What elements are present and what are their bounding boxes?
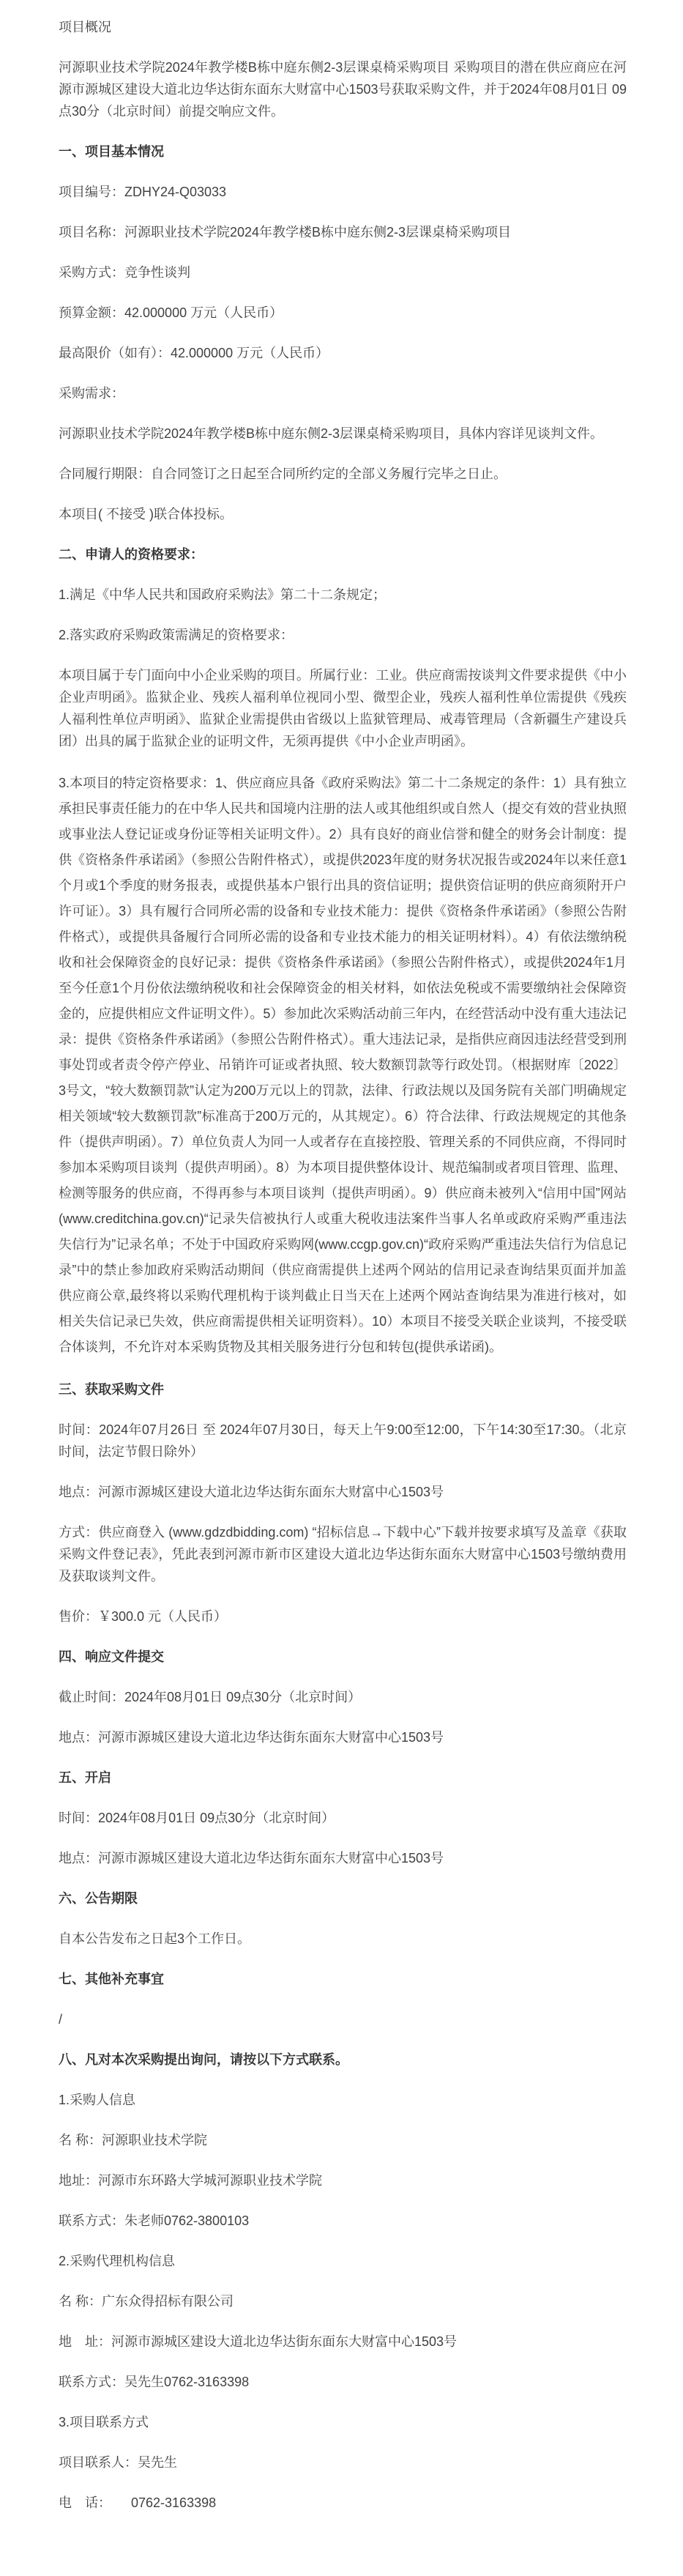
paragraph: 联系方式：朱老师0762-3800103 <box>59 2213 250 2228</box>
paragraph: 采购需求： <box>59 386 124 401</box>
paragraph: 自本公告发布之日起3个工作日。 <box>59 1931 251 1946</box>
paragraph: 项目联系人：吴先生 <box>59 2455 177 2470</box>
paragraph: 地点：河源市源城区建设大道北边华达街东面东大财富中心1503号 <box>59 1485 444 1499</box>
paragraph: 2.采购代理机构信息 <box>59 2254 176 2268</box>
paragraph: 名 称：河源职业技术学院 <box>59 2133 207 2148</box>
paragraph: 项目名称：河源职业技术学院2024年教学楼B栋中庭东侧2-3层课桌椅采购项目 <box>59 225 512 240</box>
paragraph: 售价：￥300.0 元（人民币） <box>59 1609 228 1624</box>
paragraph: 名 称：广东众得招标有限公司 <box>59 2294 234 2309</box>
paragraph: 地点：河源市源城区建设大道北边华达街东面东大财富中心1503号 <box>59 1730 444 1745</box>
paragraph: 地点：河源市源城区建设大道北边华达街东面东大财富中心1503号 <box>59 1851 444 1866</box>
paragraph: 河源职业技术学院2024年教学楼B栋中庭东侧2-3层课桌椅采购项目，具体内容详见谈判文件。 <box>59 426 604 441</box>
section-heading: 八、凡对本次采购提出询问，请按以下方式联系。 <box>59 2052 348 2067</box>
section-heading: 六、公告期限 <box>59 1891 138 1906</box>
paragraph: / <box>59 2012 63 2027</box>
section-heading: 三、获取采购文件 <box>59 1382 164 1397</box>
paragraph: 地址：河源市东环路大学城河源职业技术学院 <box>59 2173 322 2188</box>
section-heading: 一、项目基本情况 <box>59 144 164 159</box>
paragraph: 本项目( 不接受 )联合体投标。 <box>59 507 233 521</box>
paragraph: 最高限价（如有）：42.000000 万元（人民币） <box>59 346 329 360</box>
paragraph: 河源职业技术学院2024年教学楼B栋中庭东侧2-3层课桌椅采购项目 采购项目的潜在供应商应在河源市源城区建设大道北边华达街东面东大财富中心1503号获取采购文件，并于2024年08月01日 09点30分（北京时间）前提交响应文件。 <box>59 60 627 119</box>
section-heading: 四、响应文件提交 <box>59 1649 164 1664</box>
section-heading: 七、其他补充事宜 <box>59 1972 164 1986</box>
paragraph: 1.采购人信息 <box>59 2093 136 2107</box>
paragraph: 截止时间：2024年08月01日 09点30分（北京时间） <box>59 1690 362 1704</box>
paragraph: 项目概况 <box>59 20 111 34</box>
paragraph: 时间：2024年07月26日 至 2024年07月30日，每天上午9:00至12:00，下午14:30至17:30。（北京时间，法定节假日除外） <box>59 1422 627 1459</box>
paragraph: 联系方式：吴先生0762-3163398 <box>59 2375 250 2389</box>
paragraph: 采购方式：竞争性谈判 <box>59 265 190 280</box>
document-body <box>59 16 627 2514</box>
paragraph: 地 址：河源市源城区建设大道北边华达街东面东大财富中心1503号 <box>59 2334 458 2349</box>
paragraph: 2.落实政府采购政策需满足的资格要求： <box>59 628 294 642</box>
section-heading: 五、开启 <box>59 1770 111 1785</box>
paragraph: 本项目属于专门面向中小企业采购的项目。所属行业：工业。供应商需按谈判文件要求提供《中小企业声明函》。监狱企业、残疾人福利单位视同小型、微型企业，残疾人福利性单位需提供《残疾人福利性单位声明函》、监狱企业需提供由省级以上监狱管理局、戒毒管理局（含新疆生产建设兵团）出具的属于监狱企业的证明文件，无须再提供《中小企业声明函》。 <box>59 668 627 749</box>
section-heading: 二、申请人的资格要求： <box>59 547 204 562</box>
paragraph: 3.本项目的特定资格要求：1、供应商应具备《政府采购法》第二十二条规定的条件：1）具有独立承担民事责任能力的在中华人民共和国境内注册的法人或其他组织或自然人（提交有效的营业执照或事业法人登记证或身份证等相关证明文件）。2）具有良好的商业信誉和健全的财务会计制度：提供《资格条件承诺函》（参照公告附件格式），或提供2023年度的财务状况报告或2024年以来任意1个月或1个季度的财务报表，或提供基本户银行出具的资信证明；提供资信证明的供应商须附开户许可证）。3）具有履行合同所必需的设备和专业技术能力：提供《资格条件承诺函》（参照公告附件格式），或提供具备履行合同所必需的设备和专业技术能力的相关证明材料）。4）有依法缴纳税收和社会保障资金的良好记录：提供《资格条件承诺函》（参照公告附件格式），或提供2024年1月至今任意1个月份依法缴纳税收和社会保障资金的相关材料，如依法免税或不需要缴纳社会保障资金的，应提供相应文件证明文件）。5）参加此次采购活动前三年内，在经营活动中没有重大违法记录：提供《资格条件承诺函》（参照公告附件格式）。重大违法记录，是指供应商因违法经营受到刑事处罚或者责令停产停业、吊销许可证或者执照、较大数额罚款等行政处罚。（根据财库〔2022〕3号文，“较大数额罚款”认定为200万元以上的罚款，法律、行政法规以及国务院有关部门明确规定相关领域“较大数额罚款”标准高于200万元的，从其规定）。6）符合法律、行政法规规定的其他条件（提供声明函）。7）单位负责人为同一人或者存在直接控股、管理关系的不同供应商，不得同时参加本采购项目谈判（提供声明函）。8）为本项目提供整体设计、规范编制或者项目管理、监理、检测等服务的供应商，不得再参与本项目谈判（提供声明函）。9）供应商未被列入“信用中国”网站(www.creditchina.gov.cn)“记录失信被执行人或重大税收违法案件当事人名单或政府采购严重违法失信行为”记录名单；不处于中国政府采购网(www.ccgp.gov.cn)“政府采购严重违法失信行为信息记录”中的禁止参加政府采购活动期间（供应商需提供上述两个网站的信用记录查询结果页面并加盖供应商公章,最终将以采购代理机构于谈判截止日当天在上述两个网站查询结果为准进行核对，如相关失信记录已失效，供应商需提供相关证明资料）。10）本项目不接受关联企业谈判，不接受联合体谈判，不允许对本采购货物及其相关服务进行分包和转包(提供承诺函)。 <box>59 776 627 1354</box>
paragraph: 预算金额：42.000000 万元（人民币） <box>59 305 283 320</box>
paragraph: 合同履行期限：自合同签订之日起至合同所约定的全部义务履行完毕之日止。 <box>59 467 507 481</box>
paragraph: 电 话： 0762-3163398 <box>59 2495 217 2510</box>
paragraph: 方式：供应商登入 (www.gdzdbidding.com) “招标信息→下载中心”下载并按要求填写及盖章《获取采购文件登记表》，凭此表到河源市新市区建设大道北边华达街东面东大财富中心1503号缴纳费用及获取谈判文件。 <box>59 1525 627 1584</box>
paragraph: 项目编号：ZDHY24-Q03033 <box>59 185 227 199</box>
paragraph: 3.项目联系方式 <box>59 2415 149 2430</box>
paragraph: 时间：2024年08月01日 09点30分（北京时间） <box>59 1811 335 1825</box>
paragraph: 1.满足《中华人民共和国政府采购法》第二十二条规定； <box>59 587 387 602</box>
